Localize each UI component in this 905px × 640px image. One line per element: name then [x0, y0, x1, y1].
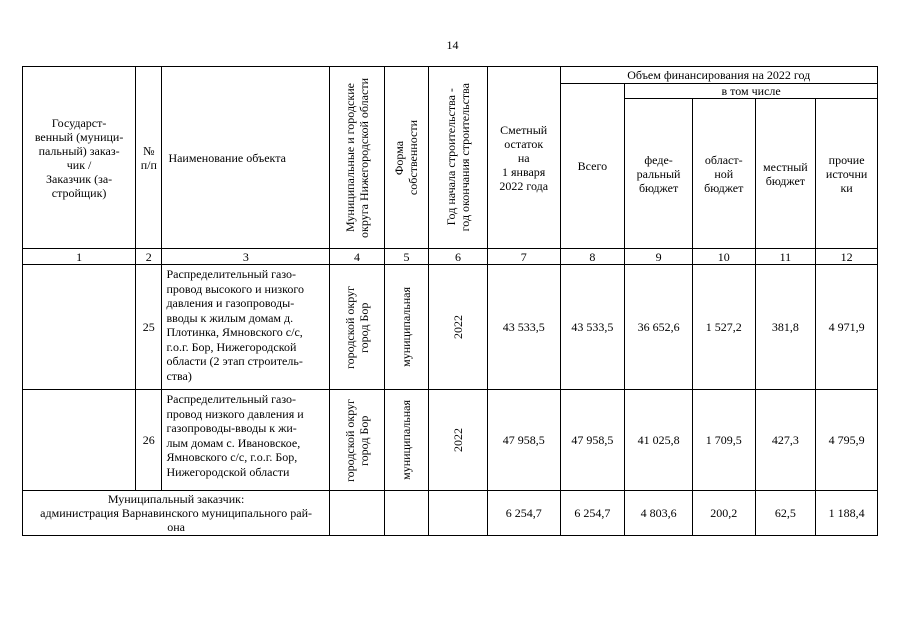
summary-municipality-cell — [330, 491, 385, 536]
header-ownership: Форма собственности — [384, 67, 428, 249]
local-cell: 381,8 — [755, 265, 816, 390]
header-municipality: Муниципальные и городские округа Нижегородской области — [330, 67, 385, 249]
object-name: Распределительный газо- провод высокого и низкого давления и газопроводы- вводы к жилым домам д. Плотинка, Ямновского с/с, г.о.г. Бор, Нижегородской области (2 этап строитель- ства) — [162, 265, 330, 390]
customer-cell — [23, 390, 136, 491]
regional-cell: 1 709,5 — [692, 390, 755, 491]
header-years: Год начала строительства - год окончания строительства — [429, 67, 488, 249]
column-number: 7 — [487, 249, 560, 265]
header-number: № п/п — [136, 67, 162, 249]
header-regional: област- ной бюджет — [692, 99, 755, 249]
header-total: Всего — [560, 84, 625, 249]
column-number: 1 — [23, 249, 136, 265]
header-object-name: Наименование объекта — [162, 67, 330, 249]
header-estimated-balance: Сметный остаток на 1 января 2022 года — [487, 67, 560, 249]
column-number: 4 — [330, 249, 385, 265]
header-federal: феде- ральный бюджет — [625, 99, 693, 249]
investment-table — [22, 66, 878, 536]
header-other: прочие источни ки — [816, 99, 878, 249]
summary-local: 62,5 — [755, 491, 816, 536]
header-financing: Объем финансирования на 2022 год — [560, 67, 877, 84]
federal-cell: 36 652,6 — [625, 265, 693, 390]
other-cell: 4 971,9 — [816, 265, 878, 390]
summary-row — [23, 491, 878, 536]
column-number: 3 — [162, 249, 330, 265]
header-local: местный бюджет — [755, 99, 816, 249]
page-number: 14 — [446, 38, 459, 52]
ownership-cell: муниципальная — [384, 265, 428, 390]
column-number: 11 — [755, 249, 816, 265]
year-cell: 2022 — [429, 265, 488, 390]
local-cell: 427,3 — [755, 390, 816, 491]
estimated-balance-cell: 43 533,5 — [487, 265, 560, 390]
municipality-cell: городской округ город Бор — [330, 390, 385, 491]
header-customer: Государст- венный (муници- пальный) заказ- чик / Заказчик (за- стройщик) — [23, 67, 136, 249]
summary-ownership-cell — [384, 491, 428, 536]
object-name: Распределительный газо- провод низкого давления и газопроводы-вводы к жи- лым домам с. Ивановское, Ямновского с/с, г.о.г. Бор, Нижегородской области — [162, 390, 330, 491]
column-number: 5 — [384, 249, 428, 265]
header-including: в том числе — [625, 84, 878, 99]
other-cell: 4 795,9 — [816, 390, 878, 491]
row-number: 25 — [136, 265, 162, 390]
column-number: 10 — [692, 249, 755, 265]
column-number: 2 — [136, 249, 162, 265]
federal-cell: 41 025,8 — [625, 390, 693, 491]
summary-federal: 4 803,6 — [625, 491, 693, 536]
summary-regional: 200,2 — [692, 491, 755, 536]
estimated-balance-cell: 47 958,5 — [487, 390, 560, 491]
row-number: 26 — [136, 390, 162, 491]
year-cell: 2022 — [429, 390, 488, 491]
column-number: 9 — [625, 249, 693, 265]
column-number: 8 — [560, 249, 625, 265]
summary-other: 1 188,4 — [816, 491, 878, 536]
column-number: 12 — [816, 249, 878, 265]
column-number: 6 — [429, 249, 488, 265]
summary-label: Муниципальный заказчик: администрация Варнавинского муниципального рай- она — [23, 491, 330, 536]
column-numbers-row — [23, 249, 878, 265]
municipality-cell: городской округ город Бор — [330, 265, 385, 390]
total-cell: 47 958,5 — [560, 390, 625, 491]
customer-cell — [23, 265, 136, 390]
summary-total: 6 254,7 — [560, 491, 625, 536]
summary-estimated-balance: 6 254,7 — [487, 491, 560, 536]
total-cell: 43 533,5 — [560, 265, 625, 390]
ownership-cell: муниципальная — [384, 390, 428, 491]
table-row — [23, 265, 878, 390]
regional-cell: 1 527,2 — [692, 265, 755, 390]
summary-year-cell — [429, 491, 488, 536]
table-row — [23, 390, 878, 491]
